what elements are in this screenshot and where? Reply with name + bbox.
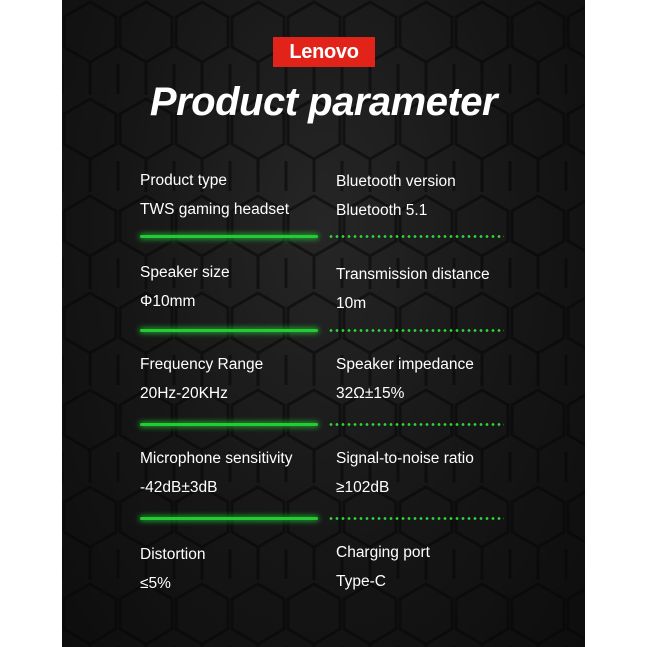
divider-dotted: [328, 423, 504, 426]
param-value: ≤5%: [140, 575, 171, 592]
divider-solid: [140, 235, 318, 238]
param-label: Product type: [140, 172, 228, 189]
param-distortion: [140, 546, 206, 592]
param-frequency-range: [140, 356, 264, 402]
product-parameter-panel: [62, 0, 585, 647]
divider-dotted: [328, 235, 504, 238]
param-label: Speaker impedance: [336, 356, 474, 373]
param-transmission-distance: [336, 266, 490, 312]
page-title: Product parameter: [149, 80, 498, 124]
param-value: 10m: [336, 295, 367, 312]
param-value: -42dB±3dB: [140, 479, 218, 496]
param-label: Speaker size: [140, 264, 230, 281]
divider-solid: [140, 423, 318, 426]
param-speaker-impedance: [336, 356, 474, 402]
param-microphone-sensitivity: [140, 450, 293, 496]
param-label: Frequency Range: [140, 356, 264, 373]
param-label: Charging port: [336, 544, 430, 561]
divider-dotted: [328, 329, 504, 332]
param-label: Microphone sensitivity: [140, 450, 293, 467]
lenovo-logo: [273, 37, 375, 67]
param-label: Bluetooth version: [336, 173, 456, 190]
param-value: 32Ω±15%: [336, 385, 405, 402]
param-product-type: [140, 172, 290, 218]
param-signal-to-noise-ratio: [336, 450, 474, 496]
param-value: 20Hz-20KHz: [140, 385, 228, 402]
divider-solid: [140, 517, 318, 520]
param-value: ≥102dB: [336, 479, 390, 496]
param-value: Φ10mm: [140, 293, 196, 310]
param-value: TWS gaming headset: [140, 201, 290, 218]
param-value: Type-C: [336, 573, 386, 590]
param-value: Bluetooth 5.1: [336, 202, 428, 219]
param-label: Signal-to-noise ratio: [336, 450, 474, 467]
param-label: Transmission distance: [336, 266, 490, 283]
param-speaker-size: [140, 264, 230, 310]
divider-dotted: [328, 517, 504, 520]
param-label: Distortion: [140, 546, 206, 563]
param-bluetooth-version: [336, 173, 456, 219]
divider-solid: [140, 329, 318, 332]
param-charging-port: [336, 544, 430, 590]
logo-text: Lenovo: [289, 40, 359, 63]
